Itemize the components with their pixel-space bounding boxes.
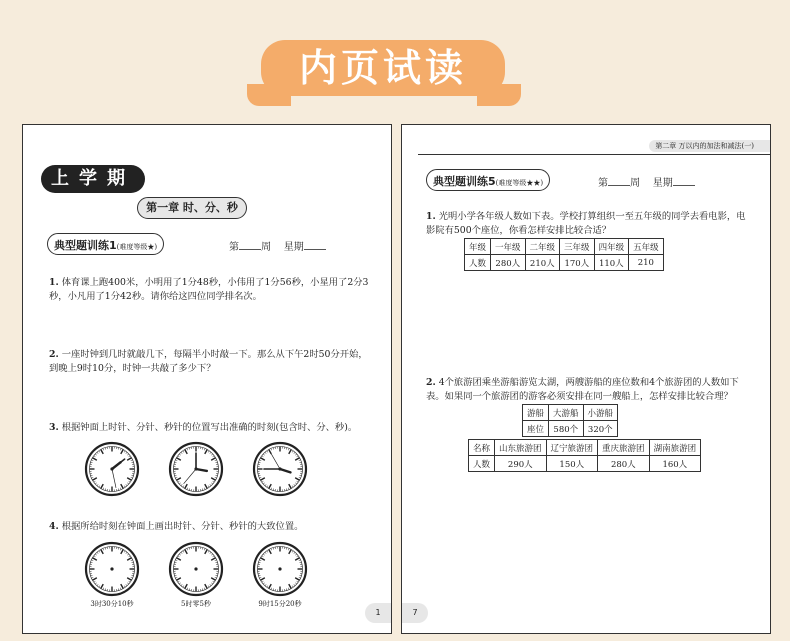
page-number: 7 xyxy=(402,603,428,623)
running-head-label: 第二章 万以内的加法和减法(一) xyxy=(649,140,770,152)
table-header-row xyxy=(469,440,701,456)
clock-face xyxy=(168,441,224,497)
clock-cell xyxy=(83,441,141,497)
page-left xyxy=(22,124,392,634)
banner-title: 内页试读 xyxy=(261,40,505,96)
question-text: 根据钟面上时针、分针、秒针的位置写出准确的时刻(包含时、分、秒)。 xyxy=(61,422,358,433)
training-badge xyxy=(47,233,164,255)
table-cell: 座位 xyxy=(523,421,549,437)
boat-table xyxy=(522,404,618,437)
banner xyxy=(247,38,521,106)
grade-table xyxy=(464,238,664,271)
clock-caption: 9时15分20秒 xyxy=(258,600,302,608)
question-3: 3. 根据钟面上时针、分针、秒针的位置写出准确的时刻(包含时、分、秒)。 xyxy=(49,422,358,433)
question-text: 体育课上跑400米，小明用了1分48秒，小伟用了1分56秒，小星用了2分3秒，小凡用了1分42秒。请你给这四位同学排名次。 xyxy=(49,277,369,302)
table-cell: 一年级 xyxy=(491,239,526,255)
table-cell: 110人 xyxy=(594,255,629,271)
table-cell: 人数 xyxy=(469,456,495,472)
clock-caption: 5时零5秒 xyxy=(181,600,211,608)
table-row xyxy=(469,456,701,472)
page-right xyxy=(401,124,771,634)
table-cell: 三年级 xyxy=(560,239,595,255)
question-4: 4. 根据所给时刻在钟面上画出时针、分针、秒针的大致位置。 xyxy=(49,521,304,532)
table-cell: 辽宁旅游团 xyxy=(546,440,598,456)
question-2: 2. 4个旅游团乘坐游船游览太湖，两艘游船的座位数和4个旅游团的人数如下表。如果同一个旅游团的游客必须安排在同一艘船上，怎样安排比较合理？ xyxy=(426,377,739,402)
table-row xyxy=(465,255,664,271)
table-cell: 170人 xyxy=(560,255,595,271)
clock-cell xyxy=(167,441,225,497)
clock-cell xyxy=(251,541,309,609)
clock-face xyxy=(252,441,308,497)
table-cell: 280人 xyxy=(598,456,650,472)
clock-cell xyxy=(83,541,141,609)
page-number: 1 xyxy=(365,603,391,623)
table-cell: 重庆旅游团 xyxy=(598,440,650,456)
question-2: 2. 一座时钟到几时就敲几下，每隔半小时敲一下。那么从下午2时50分开始，到晚上9时10分，时钟一共敲了多少下？ xyxy=(49,349,368,374)
clock-cell xyxy=(251,441,309,497)
clock-cell xyxy=(167,541,225,609)
table-cell: 290人 xyxy=(495,456,547,472)
question-text: 根据所给时刻在钟面上画出时针、分针、秒针的大致位置。 xyxy=(61,521,304,532)
clock-caption: 3时30分10秒 xyxy=(90,600,134,608)
clock-face xyxy=(84,441,140,497)
table-cell: 280人 xyxy=(491,255,526,271)
week-blank xyxy=(608,176,630,186)
term-badge: 上学期 xyxy=(41,165,145,193)
table-header-row xyxy=(465,239,664,255)
table-header-row xyxy=(523,405,618,421)
training-label: 典型题训练5 xyxy=(433,175,496,188)
running-head xyxy=(649,140,770,152)
day-blank xyxy=(304,240,326,250)
table-cell: 580个 xyxy=(549,421,584,437)
table-cell: 名称 xyxy=(469,440,495,456)
week-line: 第 周 星期 xyxy=(598,174,695,189)
table-cell: 150人 xyxy=(546,456,598,472)
question-text: 一座时钟到几时就敲几下，每隔半小时敲一下。那么从下午2时50分开始，到晚上9时10分，时钟一共敲了多少下？ xyxy=(49,349,368,374)
chapter-title: 第一章 时、分、秒 xyxy=(137,197,247,219)
header-rule xyxy=(418,154,770,155)
table-cell: 小游船 xyxy=(583,405,618,421)
question-text: 4个旅游团乘坐游船游览太湖，两艘游船的座位数和4个旅游团的人数如下表。如果同一个旅游团的游客必须安排在同一艘船上，怎样安排比较合理？ xyxy=(426,377,739,402)
week-line: 第 周 星期 xyxy=(229,238,326,253)
table-row xyxy=(523,421,618,437)
clock-face-blank[interactable] xyxy=(168,541,224,597)
question-1: 1. 体育课上跑400米，小明用了1分48秒，小伟用了1分56秒，小星用了2分3秒，小凡用了1分42秒。请你给这四位同学排名次。 xyxy=(49,277,369,302)
table-cell: 二年级 xyxy=(525,239,560,255)
group-table xyxy=(468,439,701,472)
table-cell: 年级 xyxy=(465,239,491,255)
training-badge xyxy=(426,169,550,191)
clock-row-draw xyxy=(83,541,309,609)
clock-row-read xyxy=(83,441,309,497)
clock-face-blank[interactable] xyxy=(252,541,308,597)
table-cell: 160人 xyxy=(649,456,701,472)
table-cell: 山东旅游团 xyxy=(495,440,547,456)
table-cell: 210人 xyxy=(525,255,560,271)
table-cell: 五年级 xyxy=(629,239,664,255)
table-cell: 四年级 xyxy=(594,239,629,255)
difficulty-label: (难度等级★★) xyxy=(495,179,544,187)
table-cell: 320个 xyxy=(583,421,618,437)
clock-face-blank[interactable] xyxy=(84,541,140,597)
table-cell: 210 xyxy=(629,255,664,271)
table-cell: 大游船 xyxy=(549,405,584,421)
table-cell: 湖南旅游团 xyxy=(649,440,701,456)
training-label: 典型题训练1 xyxy=(54,239,117,252)
difficulty-label: (难度等级★) xyxy=(116,243,158,251)
question-1: 1. 光明小学各年级人数如下表。学校打算组织一至五年级的同学去看电影，电影院有500个座位，你看怎样安排比较合适？ xyxy=(426,211,746,236)
table-cell: 人数 xyxy=(465,255,491,271)
question-text: 光明小学各年级人数如下表。学校打算组织一至五年级的同学去看电影，电影院有500个座位，你看怎样安排比较合适？ xyxy=(426,211,746,236)
day-blank xyxy=(673,176,695,186)
week-blank xyxy=(239,240,261,250)
table-cell: 游船 xyxy=(523,405,549,421)
